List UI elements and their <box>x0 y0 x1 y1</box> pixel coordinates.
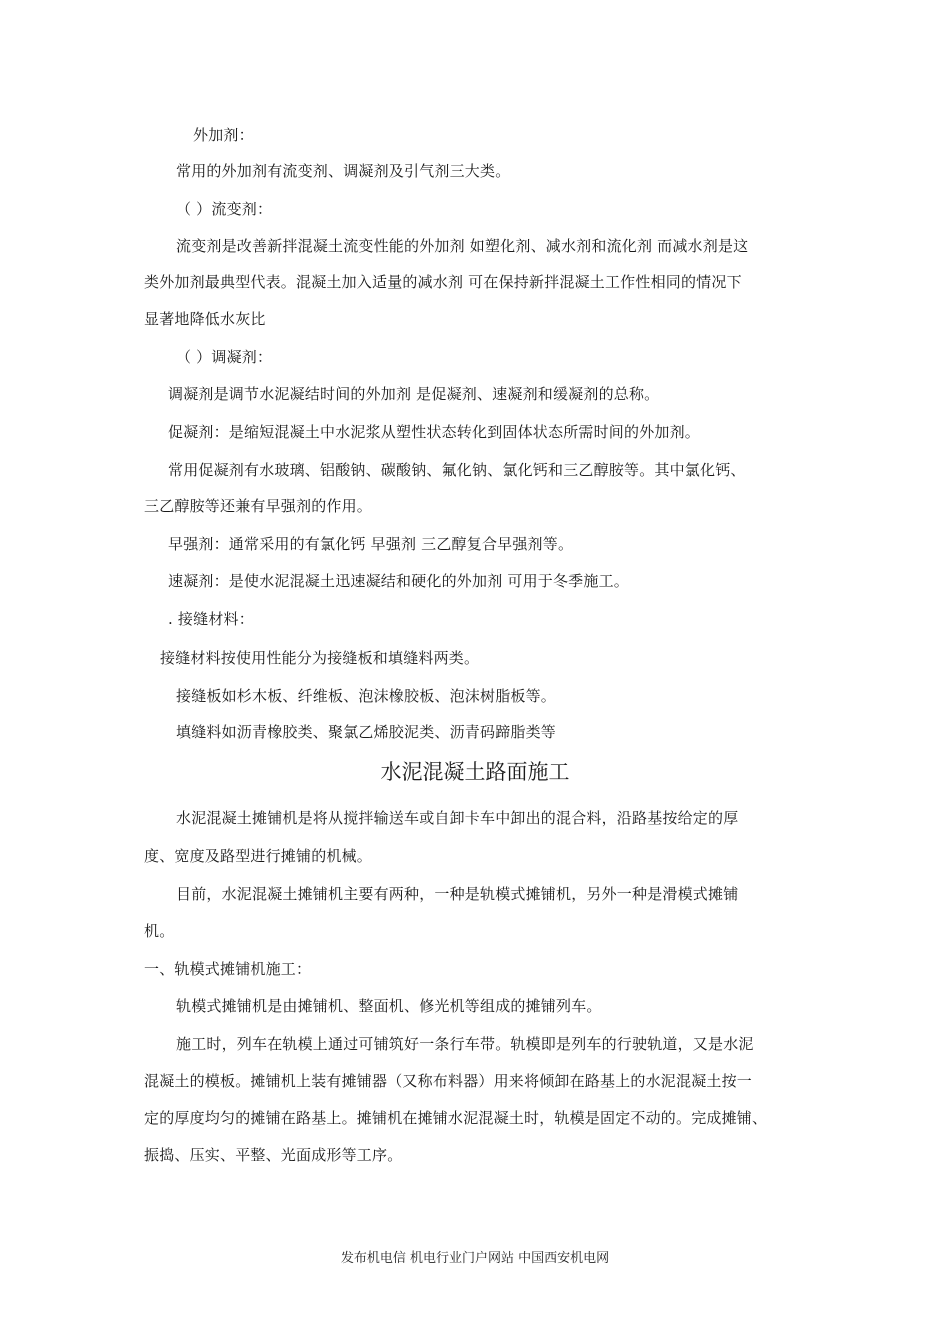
paragraph-line: 常用促凝剂有水玻璃、铝酸钠、碳酸钠、氟化钠、氯化钙和三乙醇胺等。其中氯化钙、 <box>168 461 746 479</box>
section-title: 水泥混凝土路面施工 <box>380 760 570 784</box>
heading-rail-paver: 一、轨模式摊铺机施工： <box>144 960 312 978</box>
heading-joint-materials: . 接缝材料： <box>168 610 254 628</box>
paragraph-line: 接缝板如杉木板、纤维板、泡沫橡胶板、泡沫树脂板等。 <box>176 687 557 705</box>
paragraph-line: 常用的外加剂有流变剂、调凝剂及引气剂三大类。 <box>176 162 511 180</box>
heading-setting-agent: （ ）调凝剂： <box>176 348 273 366</box>
paragraph-line: 度、宽度及路型进行摊铺的机械。 <box>144 847 373 865</box>
paragraph-line: 速凝剂：是使水泥混凝土迅速凝结和硬化的外加剂 可用于冬季施工。 <box>168 572 629 590</box>
paragraph-line: 流变剂是改善新拌混凝土流变性能的外加剂 如塑化剂、减水剂和流化剂 而减水剂是这 <box>176 237 749 255</box>
paragraph-line: 促凝剂：是缩短混凝土中水泥浆从塑性状态转化到固体状态所需时间的外加剂。 <box>168 423 701 441</box>
heading-additives: 外加剂： <box>193 126 254 144</box>
paragraph-line: 类外加剂最典型代表。混凝土加入适量的减水剂 可在保持新拌混凝土工作性相同的情况下 <box>144 273 742 291</box>
paragraph-line: 振捣、压实、平整、光面成形等工序。 <box>144 1146 403 1164</box>
paragraph-line: 填缝料如沥青橡胶类、聚氯乙烯胶泥类、沥青码蹄脂类等 <box>176 723 557 741</box>
paragraph-line: 接缝材料按使用性能分为接缝板和填缝料两类。 <box>160 649 480 667</box>
paragraph-line: 早强剂：通常采用的有氯化钙 早强剂 三乙醇复合早强剂等。 <box>168 535 574 553</box>
page-footer: 发布机电信 机电行业门户网站 中国西安机电网 <box>340 1251 610 1266</box>
paragraph-line: 三乙醇胺等还兼有早强剂的作用。 <box>144 497 373 515</box>
paragraph-line: 水泥混凝土摊铺机是将从搅拌输送车或自卸卡车中卸出的混合料，沿路基按给定的厚 <box>176 809 739 827</box>
paragraph-line: 调凝剂是调节水泥凝结时间的外加剂 是促凝剂、速凝剂和缓凝剂的总称。 <box>168 385 660 403</box>
paragraph-line: 定的厚度均匀的摊铺在路基上。摊铺机在摊铺水泥混凝土时，轨模是固定不动的。完成摊铺、 <box>144 1109 768 1127</box>
paragraph-line: 混凝土的模板。摊铺机上装有摊铺器（又称布料器）用来将倾卸在路基上的水泥混凝土按一 <box>144 1072 753 1090</box>
paragraph-line: 显著地降低水灰比 <box>144 310 266 328</box>
paragraph-line: 轨模式摊铺机是由摊铺机、整面机、修光机等组成的摊铺列车。 <box>176 997 602 1015</box>
paragraph-line: 目前，水泥混凝土摊铺机主要有两种，一种是轨模式摊铺机，另外一种是滑模式摊铺 <box>176 885 739 903</box>
heading-rheology-agent: （ ）流变剂： <box>176 200 273 218</box>
paragraph-line: 施工时，列车在轨模上通过可铺筑好一条行车带。轨模即是列车的行驶轨道，又是水泥 <box>176 1035 754 1053</box>
paragraph-line: 机。 <box>144 922 175 940</box>
